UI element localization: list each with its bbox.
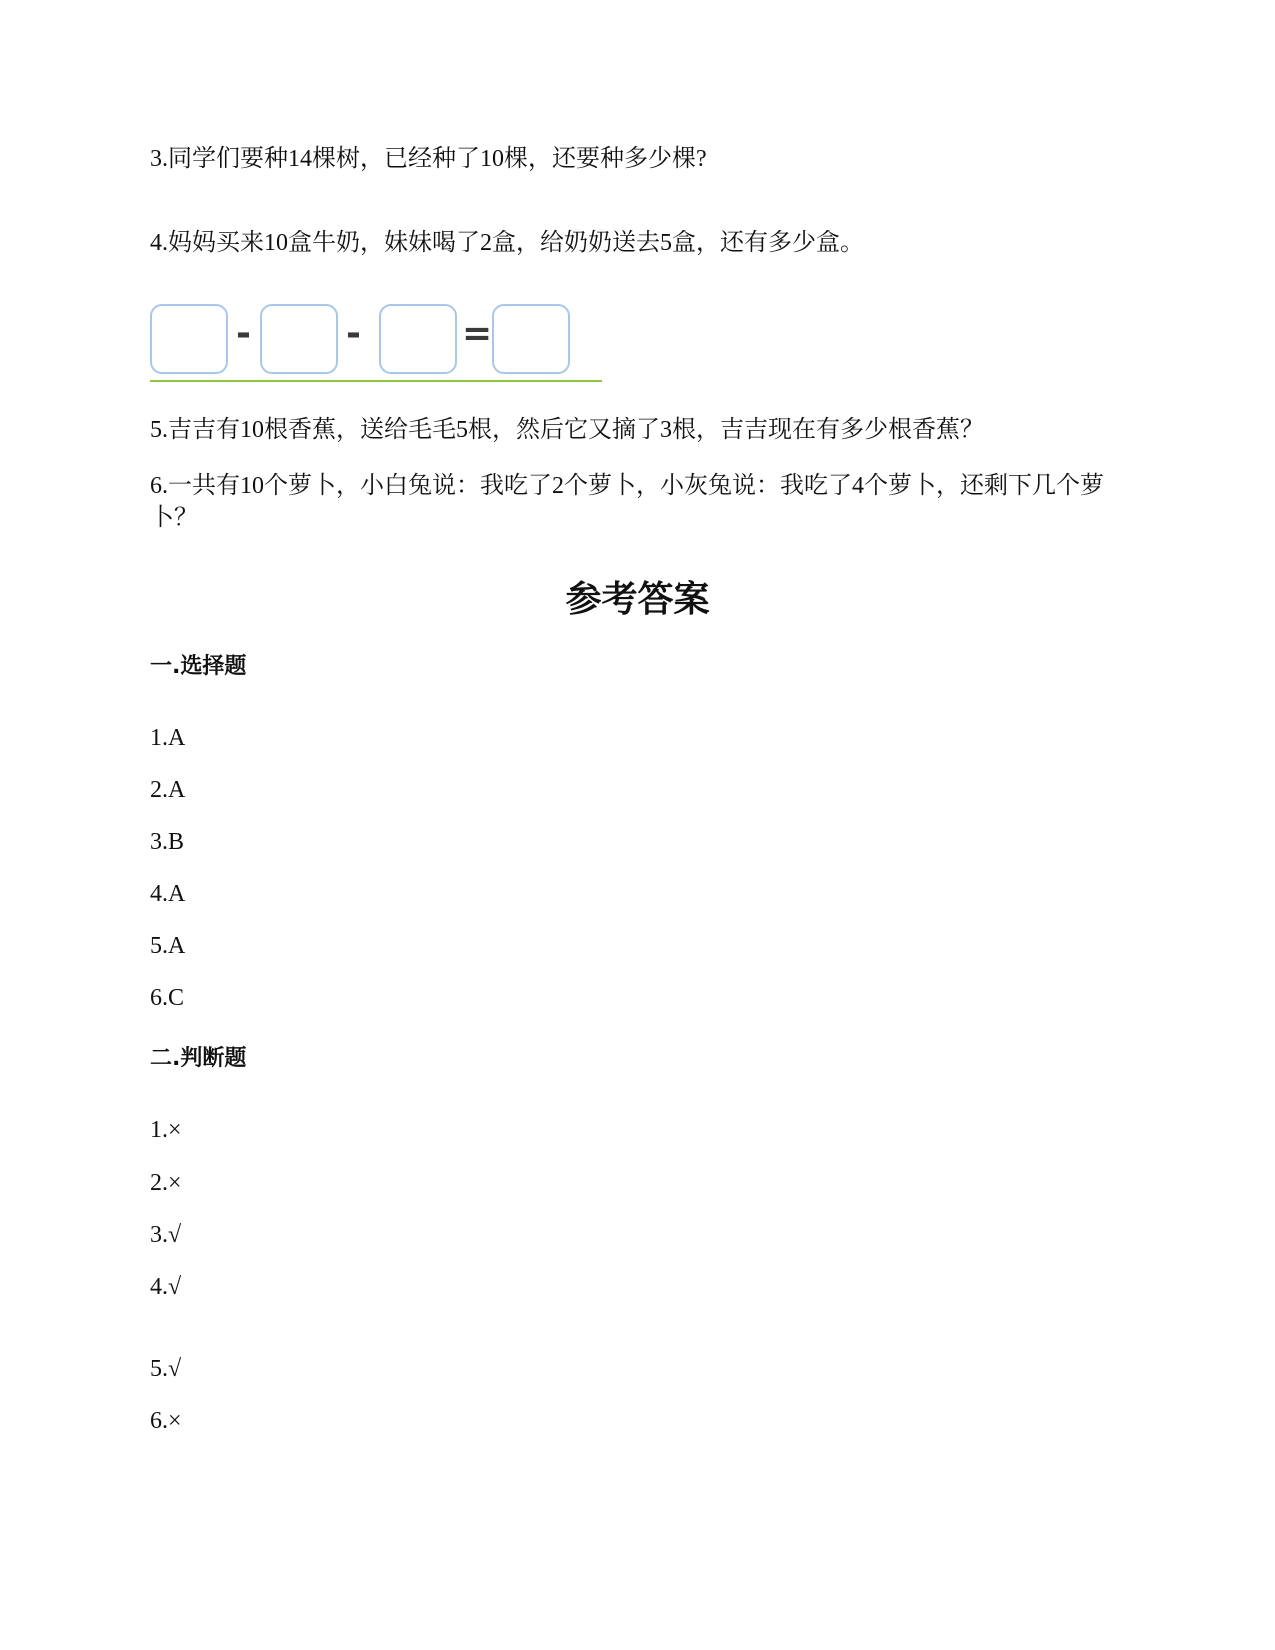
question-3: 3.同学们要种14棵树，已经种了10棵，还要种多少棵? [150,146,707,172]
answer-item: 5.√ [150,1356,182,1382]
answer-box-3[interactable] [379,304,457,374]
answer-box-4[interactable] [492,304,570,374]
minus-sign-2: - [346,313,361,354]
section-heading-judgement: 二.判断题 [150,1046,247,1071]
answer-item: 4.√ [150,1274,182,1300]
answer-item: 2.× [150,1170,182,1196]
section-heading-choice: 一.选择题 [150,654,247,679]
answer-item: 6.C [150,985,185,1011]
answer-item: 6.× [150,1408,182,1434]
answers-title: 参考答案 [565,579,710,620]
answer-box-1[interactable] [150,304,228,374]
answer-item: 1.× [150,1117,182,1143]
equation-underline [150,380,602,382]
answer-item: 3.√ [150,1222,182,1248]
answer-box-2[interactable] [260,304,338,374]
answer-item: 3.B [150,829,185,855]
equals-sign: = [462,313,493,354]
answer-item: 4.A [150,881,186,907]
question-4: 4.妈妈买来10盒牛奶，妹妹喝了2盒，给奶奶送去5盒，还有多少盒。 [150,230,864,256]
minus-sign-1: - [236,313,251,354]
answer-item: 2.A [150,777,186,803]
question-5: 5.吉吉有10根香蕉，送给毛毛5根，然后它又摘了3根，吉吉现在有多少根香蕉？ [150,417,984,443]
answer-item: 5.A [150,933,186,959]
answer-item: 1.A [150,725,186,751]
equation-blanks [150,300,602,382]
question-6: 6.一共有10个萝卜，小白兔说：我吃了2个萝卜，小灰兔说：我吃了4个萝卜，还剩下几个萝卜？ [150,473,1104,531]
